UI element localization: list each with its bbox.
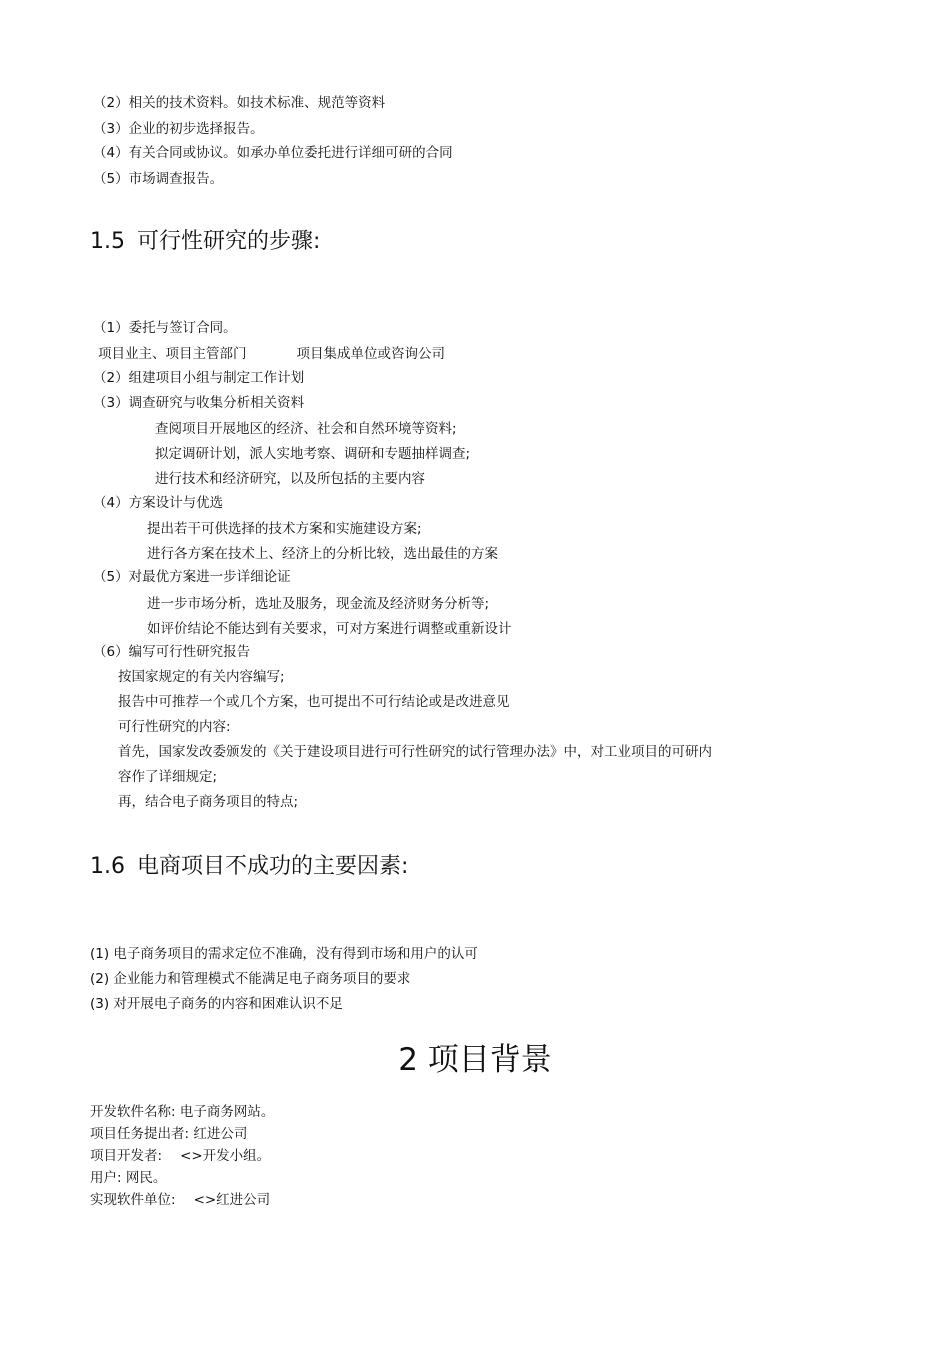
info-user [90, 1169, 166, 1187]
info-value: 电子商务网站。 [179, 1104, 275, 1120]
step-5-item: 进一步市场分析，选址及服务，现金流及经济财务分析等; [147, 596, 490, 612]
section-heading-1-6 [90, 853, 408, 881]
factor-item: (1) 电子商务项目的需求定位不准确，没有得到市场和用户的认可 [90, 946, 478, 962]
info-value: <>开发小组。 [180, 1148, 271, 1164]
info-developer [90, 1147, 270, 1165]
info-value: 红进公司 [193, 1126, 248, 1142]
info-label: 实现软件单位: [90, 1192, 176, 1208]
step-5: （5）对最优方案进一步详细论证 [93, 569, 291, 585]
info-value: <>红进公司 [193, 1192, 271, 1208]
step-3-item: 拟定调研计划，派人实地考察、调研和专题抽样调查; [155, 446, 471, 462]
info-value: 网民。 [125, 1170, 167, 1186]
info-label: 项目开发者: [90, 1148, 163, 1164]
info-proposer [90, 1125, 247, 1143]
info-software-name [90, 1103, 274, 1121]
step-6-item: 容作了详细规定; [118, 769, 218, 785]
info-label: 项目任务提出者: [90, 1126, 190, 1142]
list-item: （2）相关的技术资料。如技术标准、规范等资料 [93, 95, 386, 111]
section-title: 可行性研究的步骤: [137, 229, 321, 254]
party-consultant: 项目集成单位或咨询公司 [296, 346, 445, 362]
list-item: （4）有关合同或协议。如承办单位委托进行详细可研的合同 [93, 145, 453, 161]
step-3-item: 进行技术和经济研究，以及所包括的主要内容 [155, 471, 425, 487]
step-3-item: 查阅项目开展地区的经济、社会和自然环境等资料; [155, 421, 457, 437]
step-6-item: 可行性研究的内容: [118, 719, 231, 735]
step-6: （6）编写可行性研究报告 [93, 644, 251, 660]
step-4-item: 提出若干可供选择的技术方案和实施建设方案; [147, 521, 422, 537]
info-label: 用户: [90, 1170, 122, 1186]
step-6-item: 按国家规定的有关内容编写; [118, 669, 285, 685]
section-number: 1.5 [90, 229, 125, 254]
step-6-item: 再，结合电子商务项目的特点; [118, 794, 299, 810]
section-number: 1.6 [90, 854, 125, 879]
info-implementer [90, 1191, 270, 1209]
factor-item: (3) 对开展电子商务的内容和困难认识不足 [90, 996, 343, 1012]
section-title: 电商项目不成功的主要因素: [137, 854, 409, 879]
step-6-item: 报告中可推荐一个或几个方案，也可提出不可行结论或是改进意见 [118, 694, 510, 710]
step-4-item: 进行各方案在技术上、经济上的分析比较，选出最佳的方案 [147, 546, 498, 562]
list-item: （5）市场调查报告。 [93, 171, 224, 187]
step-1: （1）委托与签订合同。 [93, 320, 237, 336]
chapter-title: 2 项目背景 [398, 1042, 552, 1078]
step-1-parties [98, 345, 445, 363]
step-2: （2）组建项目小组与制定工作计划 [93, 370, 305, 386]
info-label: 开发软件名称: [90, 1104, 176, 1120]
party-owner: 项目业主、项目主管部门 [98, 346, 247, 362]
factor-item: (2) 企业能力和管理模式不能满足电子商务项目的要求 [90, 971, 411, 987]
section-heading-1-5 [90, 228, 320, 256]
list-item: （3）企业的初步选择报告。 [93, 121, 264, 137]
step-3: （3）调查研究与收集分析相关资料 [93, 395, 305, 411]
step-6-item: 首先，国家发改委颁发的《关于建设项目进行可行性研究的试行管理办法》中，对工业项目的可研内 [118, 744, 712, 760]
step-4: （4）方案设计与优选 [93, 495, 224, 511]
step-5-item: 如评价结论不能达到有关要求，可对方案进行调整或重新设计 [147, 621, 512, 637]
